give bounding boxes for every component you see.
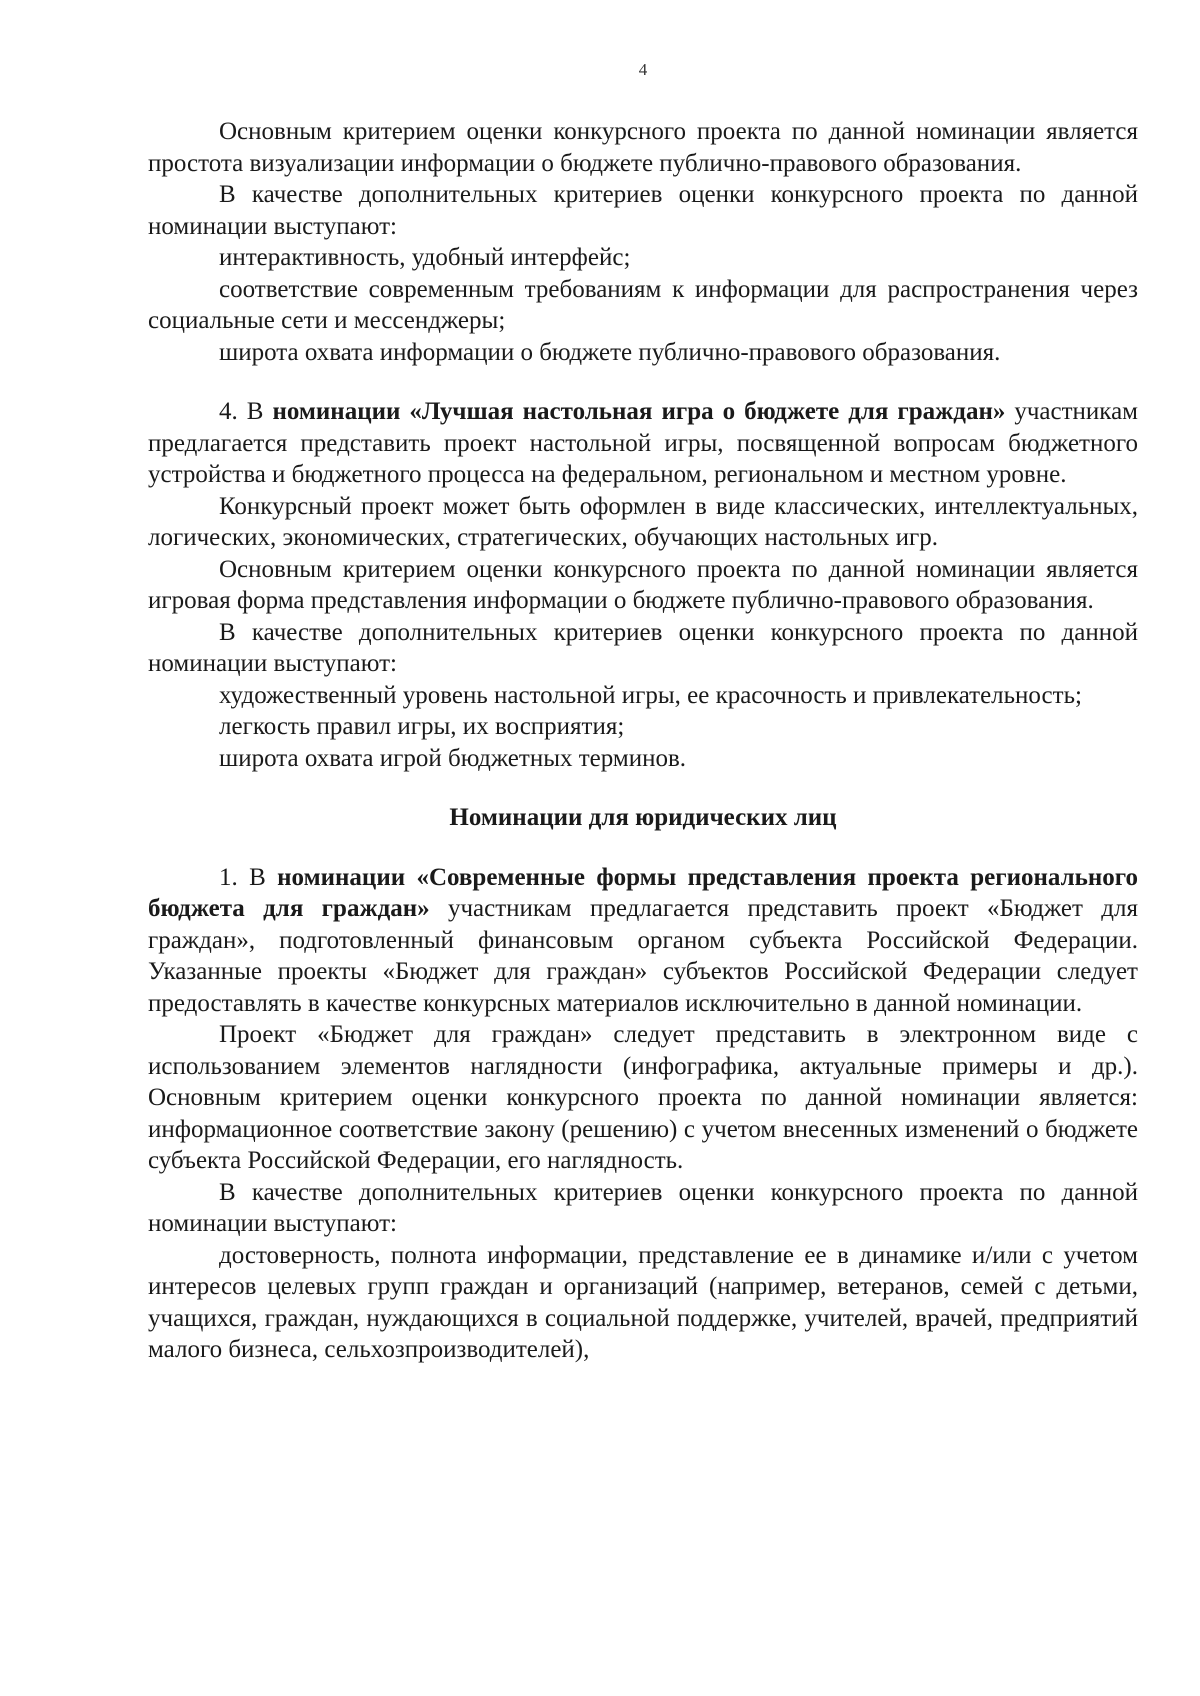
paragraph-text: участникам предлагается представить проект «Бюджет для граждан», подготовленный финансовым органом субъекта Российской Федерации. Указанные проекты «Бюджет для граждан» субъектов Российской Федерации следует предоставлять в качестве конкурсных материалов исключительно в данной номинации. — [148, 895, 1138, 1017]
document-page — [148, 60, 1138, 1690]
paragraph: Проект «Бюджет для граждан» следует представить в электронном виде с использованием элементов наглядности (инфографика, актуальные примеры и др.). Основным критерием оценки конкурсного проекта по данной номинации является: информационное соответствие закону (решению) с учетом внесенных изменений о бюджете субъекта Российской Федерации, его наглядность. — [148, 1021, 1138, 1174]
list-item: интерактивность, удобный интерфейс; — [219, 244, 631, 271]
nomination-title: номинации «Лучшая настольная игра о бюджете для граждан» — [272, 398, 1006, 425]
list-item: художественный уровень настольной игры, ее красочность и привлекательность; — [219, 681, 1082, 709]
list-item: широта охвата информации о бюджете публично-правового образования. — [219, 338, 1001, 366]
list-item: широта охвата игрой бюджетных терминов. — [219, 744, 687, 772]
paragraph: В качестве дополнительных критериев оценки конкурсного проекта по данной номинации выступают: — [148, 618, 1138, 677]
nomination-paragraph — [148, 862, 1138, 1020]
list-item: соответствие современным требованиям к информации для распространения через социальные сети и мессенджеры; — [148, 275, 1138, 334]
item-number: 1. В — [219, 863, 278, 891]
section-heading: Номинации для юридических лиц — [449, 804, 837, 831]
paragraph-text: участникам предлагается представить проект настольной игры, посвященной вопросам бюджетного устройства и бюджетного процесса на федеральном, региональном и местном уровне. — [148, 398, 1138, 488]
list-item: достоверность, полнота информации, представление ее в динамике и/или с учетом интересов целевых групп граждан и организаций (например, ветеранов, семей с детьми, учащихся, граждан, нуждающихся в социальной поддержке, учителей, врачей, предприятий малого бизнеса, сельхозпроизводителей), — [148, 1241, 1138, 1363]
paragraph: В качестве дополнительных критериев оценки конкурсного проекта по данной номинации выступают: — [148, 1178, 1138, 1237]
paragraph: В качестве дополнительных критериев оценки конкурсного проекта по данной номинации выступают: — [148, 181, 1138, 240]
item-number: 4. В — [219, 398, 273, 425]
nomination-title: номинации «Современные формы представления проекта регионального бюджета для граждан» — [148, 863, 1138, 922]
paragraph: Основным критерием оценки конкурсного проекта по данной номинации является простота визуализации информации о бюджете публично-правового образования. — [148, 118, 1138, 177]
paragraph: Основным критерием оценки конкурсного проекта по данной номинации является игровая форма представления информации о бюджете публично-правового образования. — [148, 555, 1138, 614]
list-item: легкость правил игры, их восприятия; — [219, 713, 625, 740]
paragraph: Конкурсный проект может быть оформлен в виде классических, интеллектуальных, логических, экономических, стратегических, обучающих настольных игр. — [148, 492, 1138, 551]
page-number: 4 — [638, 60, 648, 79]
nomination-paragraph — [148, 396, 1138, 491]
